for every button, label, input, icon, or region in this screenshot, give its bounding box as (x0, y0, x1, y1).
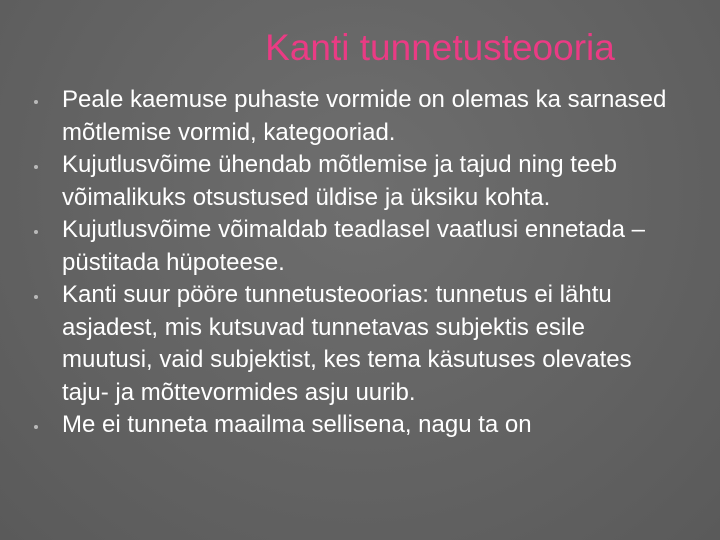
bullet-text: Me ei tunneta maailma sellisena, nagu ta on (62, 411, 532, 438)
bullet-text: Peale kaemuse puhaste vormide on olemas ka sarnased mõtlemise vormid, kategooriad. (62, 86, 667, 146)
bullet-text: Kujutlusvõime võimaldab teadlasel vaatlusi ennetada – püstitada hüpoteese. (62, 216, 646, 276)
bullet-dot-icon (34, 230, 38, 234)
bullet-item (0, 214, 720, 279)
bullet-item (0, 84, 720, 149)
bullet-text: Kujutlusvõime ühendab mõtlemise ja tajud ning teeb võimalikuks otsustused üldise ja üksiku kohta. (62, 151, 618, 211)
bullet-item (0, 279, 720, 409)
bullet-list (0, 84, 720, 442)
bullet-item (0, 409, 720, 442)
bullet-dot-icon (34, 165, 38, 169)
slide-title: Kanti tunnetusteooria (265, 27, 615, 68)
bullet-text: Kanti suur pööre tunnetusteoorias: tunnetus ei lähtu asjadest, mis kutsuvad tunnetavas subjektis esile muutusi, vaid subjektist, kes tema käsutuses olevates taju- ja mõttevormides asju uurib. (62, 281, 632, 406)
bullet-dot-icon (34, 425, 38, 429)
bullet-dot-icon (34, 100, 38, 104)
bullet-dot-icon (34, 295, 38, 299)
bullet-item (0, 149, 720, 214)
